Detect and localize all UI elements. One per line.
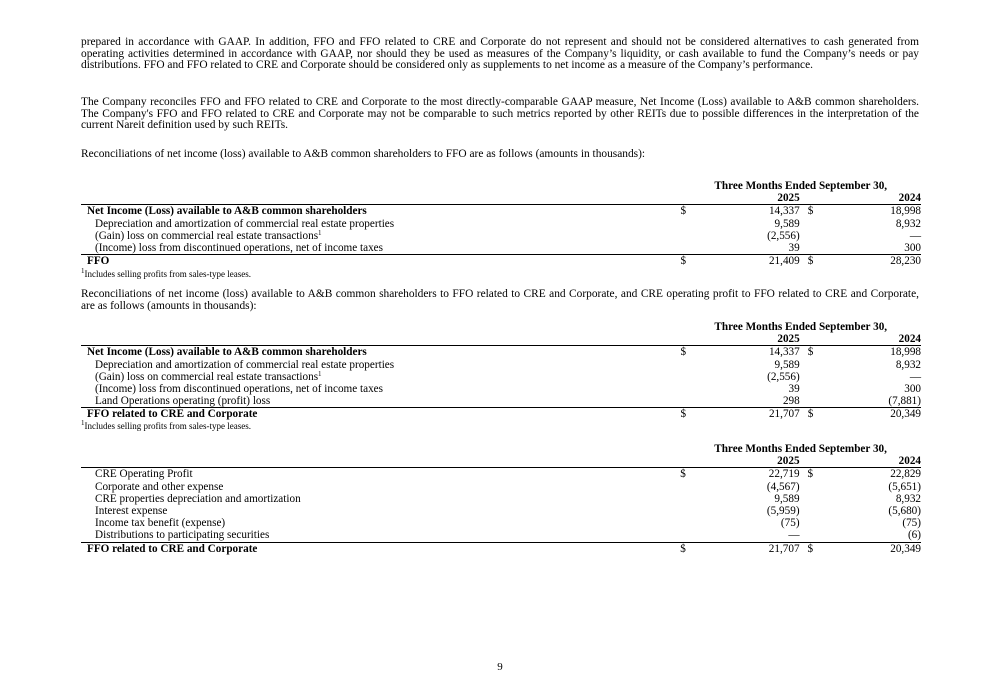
value-2024: 8,932 — [895, 492, 921, 505]
value-2025: (75) — [780, 517, 800, 530]
row-label: (Income) loss from discontinued operations, net of income taxes — [95, 242, 384, 255]
value-2024: 20,349 — [890, 408, 921, 421]
footnote-marker: 1 — [318, 369, 322, 378]
table-row — [81, 493, 921, 505]
value-2025: 21,707 — [768, 542, 800, 555]
footnote-marker: 1 — [318, 228, 322, 237]
value-2025: 14,337 — [768, 346, 800, 359]
period-header: Three Months Ended September 30, — [714, 443, 887, 455]
currency-symbol: $ — [680, 205, 687, 218]
row-label: CRE properties depreciation and amortization — [95, 492, 301, 505]
value-2024: — — [909, 229, 921, 242]
period-header: Three Months Ended September 30, — [714, 180, 888, 192]
value-2024: (5,680) — [888, 505, 921, 518]
page-number: 9 — [497, 661, 503, 673]
row-label: CRE Operating Profit — [95, 468, 193, 481]
currency-symbol: $ — [680, 468, 686, 481]
year-2025-header: 2025 — [777, 455, 800, 468]
table-total-row — [81, 255, 921, 268]
value-2025: (4,567) — [766, 480, 800, 493]
table-row — [81, 383, 921, 395]
row-label: Net Income (Loss) available to A&B common shareholders — [87, 346, 367, 359]
year-2025-header: 2025 — [777, 192, 800, 205]
row-label: (Income) loss from discontinued operations, net of income taxes — [95, 383, 384, 396]
value-2025: 39 — [788, 383, 800, 396]
value-2024: 18,998 — [890, 205, 921, 218]
row-label: (Gain) loss on commercial real estate transactions$^1$ — [95, 228, 322, 242]
table-header-period-row — [81, 180, 921, 192]
table-row — [81, 517, 921, 529]
value-2025: 39 — [788, 242, 800, 255]
currency-symbol: $ — [807, 346, 814, 359]
value-2025: (5,959) — [766, 505, 800, 518]
table-row — [81, 395, 921, 408]
paragraph-reconciliation-method: The Company reconciles FFO and FFO related to CRE and Corporate to the most directly-comparable GAAP measure, Net Income (Loss) available to A&B common shareholders. The Company's FFO and FFO related to CRE and Corporate may not be comparable to such metrics reported by other REITs due to possible differences in the interpretation of the current Nareit definition used by such REITs. — [81, 96, 919, 132]
footnote-table1: $^1$Includes selling profits from sales-type leases. — [81, 267, 251, 279]
row-label: FFO related to CRE and Corporate — [87, 408, 258, 421]
ffo-reconciliation-table — [81, 180, 921, 267]
table-header-period-row — [81, 443, 921, 455]
table-row — [81, 529, 921, 542]
value-2024: — — [909, 370, 921, 383]
year-2025-header: 2025 — [777, 333, 800, 346]
row-label: FFO — [87, 255, 110, 268]
row-label: Distributions to participating securities — [95, 529, 270, 542]
value-2024: 28,230 — [890, 255, 921, 268]
value-2024: 8,932 — [895, 217, 921, 230]
table-row — [81, 346, 921, 359]
table-header-year-row — [81, 192, 921, 205]
value-2024: (75) — [902, 517, 921, 530]
period-header: Three Months Ended September 30, — [714, 321, 888, 333]
table-row — [81, 481, 921, 493]
table-header-year-row — [81, 333, 921, 346]
currency-symbol: $ — [680, 255, 687, 268]
value-2025: 9,589 — [774, 492, 800, 505]
table-row — [81, 371, 921, 383]
row-label: Interest expense — [95, 505, 168, 518]
table-header-period-row — [81, 321, 921, 333]
value-2025: 9,589 — [774, 358, 800, 371]
paragraph-gaap-disclaimer: prepared in accordance with GAAP. In addition, FFO and FFO related to CRE and Corporate do not represent and should not be considered alternatives to cash generated from operating activities determined in accordance with GAAP, nor should they be used as measures of the Company’s liquidity, or cash available to fund the Company’s needs or pay distributions. FFO and FFO related to CRE and Corporate should be considered only as supplements to net income as a measure of the Company’s performance. — [81, 36, 919, 72]
row-label: FFO related to CRE and Corporate — [87, 542, 258, 555]
table-row — [81, 205, 921, 218]
table-row — [81, 230, 921, 242]
value-2024: 22,829 — [890, 468, 921, 481]
row-label: Income tax benefit (expense) — [95, 517, 226, 530]
row-label: Net Income (Loss) available to A&B common shareholders — [87, 205, 367, 218]
table-total-row — [81, 542, 921, 555]
currency-symbol: $ — [807, 542, 814, 555]
value-2024: (5,651) — [888, 480, 921, 493]
value-2025: 22,719 — [768, 468, 800, 481]
currency-symbol: $ — [680, 408, 687, 421]
value-2024: 8,932 — [895, 358, 921, 371]
currency-symbol: $ — [807, 255, 814, 268]
value-2024: (6) — [907, 529, 921, 542]
value-2024: (7,881) — [888, 395, 921, 408]
row-label: Depreciation and amortization of commercial real estate properties — [95, 358, 395, 371]
value-2024: 300 — [904, 242, 921, 255]
ffo-cre-corporate-reconciliation-table — [81, 321, 921, 421]
value-2025: 14,337 — [768, 205, 800, 218]
value-2025: 9,589 — [774, 217, 800, 230]
value-2025: — — [788, 529, 800, 542]
currency-symbol: $ — [807, 408, 814, 421]
row-label: Depreciation and amortization of commercial real estate properties — [95, 217, 395, 230]
value-2024: 20,349 — [890, 542, 921, 555]
currency-symbol: $ — [680, 542, 686, 555]
row-label: Land Operations operating (profit) loss — [95, 395, 271, 408]
row-label: Corporate and other expense — [95, 480, 224, 493]
table-row — [81, 505, 921, 517]
row-label: (Gain) loss on commercial real estate transactions$^1$ — [95, 369, 322, 383]
table-total-row — [81, 408, 921, 421]
paragraph-table1-intro: Reconciliations of net income (loss) available to A&B common shareholders to FFO are as follows (amounts in thousands): — [81, 148, 646, 160]
value-2025: 21,707 — [768, 408, 800, 421]
table-row — [81, 242, 921, 255]
table-row — [81, 218, 921, 230]
paragraph-table2-intro: Reconciliations of net income (loss) available to A&B common shareholders to FFO related to CRE and Corporate, and CRE operating profit to FFO related to CRE and Corporate, are as follows (amounts in thousands): — [81, 288, 919, 312]
year-2024-header: 2024 — [898, 333, 921, 346]
footnote-table2: $^1$Includes selling profits from sales-type leases. — [81, 419, 251, 431]
year-2024-header: 2024 — [898, 192, 921, 205]
cre-operating-profit-reconciliation-table — [81, 443, 921, 555]
table-row — [81, 468, 921, 481]
table-row — [81, 359, 921, 371]
value-2024: 18,998 — [890, 346, 921, 359]
currency-symbol: $ — [807, 468, 814, 481]
table-header-year-row — [81, 455, 921, 468]
value-2024: 300 — [904, 383, 921, 396]
value-2025: 298 — [782, 395, 800, 408]
value-2025: (2,556) — [767, 229, 800, 242]
value-2025: (2,556) — [767, 370, 800, 383]
year-2024-header: 2024 — [898, 455, 921, 468]
value-2025: 21,409 — [768, 255, 800, 268]
currency-symbol: $ — [807, 205, 814, 218]
currency-symbol: $ — [680, 346, 687, 359]
